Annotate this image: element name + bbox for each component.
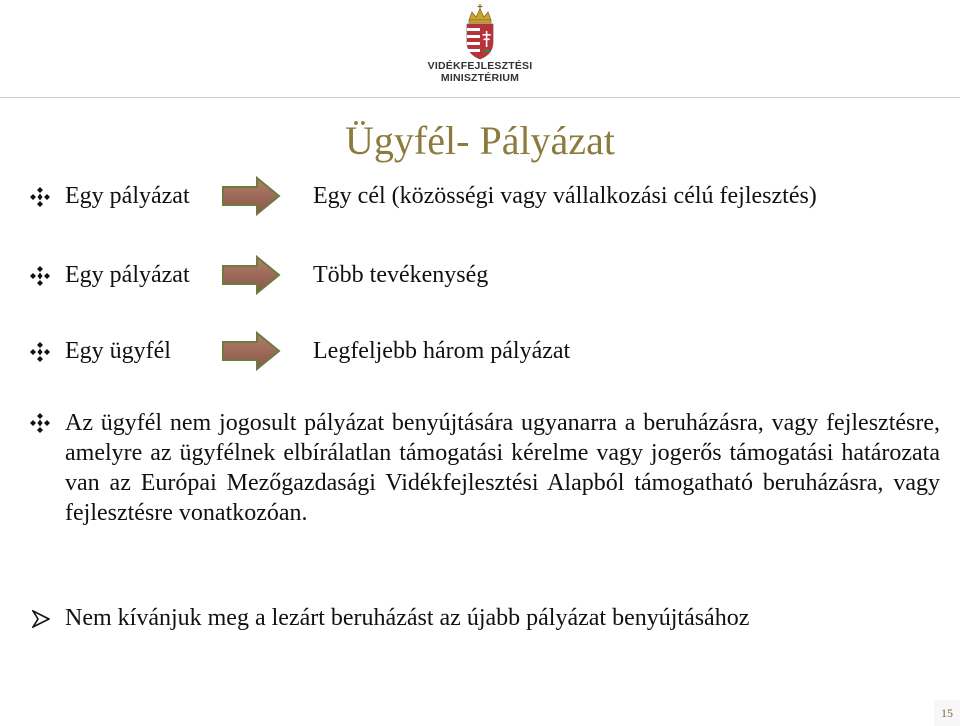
diamond-bullet-icon bbox=[30, 266, 50, 286]
mapping-row bbox=[30, 179, 930, 213]
row-label: Egy pályázat bbox=[65, 183, 190, 209]
ministry-name-line2: MINISZTÉRIUM bbox=[440, 72, 520, 84]
ministry-name-line1: VIDÉKFEJLESZTÉSI bbox=[427, 60, 533, 72]
mapping-row bbox=[30, 258, 930, 292]
header-divider bbox=[0, 97, 960, 98]
ministry-name bbox=[420, 60, 540, 84]
page-number: 15 bbox=[934, 700, 960, 726]
mapping-row bbox=[30, 334, 930, 368]
ministry-logo bbox=[420, 4, 540, 94]
diamond-bullet-icon bbox=[30, 413, 50, 433]
row-label: Egy ügyfél bbox=[65, 338, 171, 364]
diamond-bullet-icon bbox=[30, 187, 50, 207]
row-value: Több tevékenység bbox=[313, 262, 489, 288]
chevron-right-icon bbox=[32, 610, 50, 628]
eligibility-paragraph bbox=[30, 408, 940, 528]
hungarian-coat-of-arms-icon bbox=[463, 4, 497, 60]
row-value: Egy cél (közösségi vagy vállalkozási célú fejlesztés) bbox=[313, 183, 817, 209]
paragraph-text: Az ügyfél nem jogosult pályázat benyújtására ugyanarra a beruházásra, vagy fejlesztésre, amelyre az ügyfélnek elbírálatlan támogatási kérelme vagy jogerős támogatási határozata van az Európai Mezőgazdasági Vidékfejlesztési Alapból támogatható beruházásra, vagy fejlesztésre vonatkozóan. bbox=[65, 410, 940, 526]
right-arrow-icon bbox=[221, 255, 283, 295]
right-arrow-icon bbox=[221, 176, 283, 216]
row-label: Egy pályázat bbox=[65, 262, 190, 288]
diamond-bullet-icon bbox=[30, 342, 50, 362]
row-value: Legfeljebb három pályázat bbox=[313, 338, 571, 364]
last-item-text: Nem kívánjuk meg a lezárt beruházást az újabb pályázat benyújtásához bbox=[65, 605, 750, 631]
right-arrow-icon bbox=[221, 331, 283, 371]
slide-title: Ügyfél- Pályázat bbox=[345, 118, 615, 163]
